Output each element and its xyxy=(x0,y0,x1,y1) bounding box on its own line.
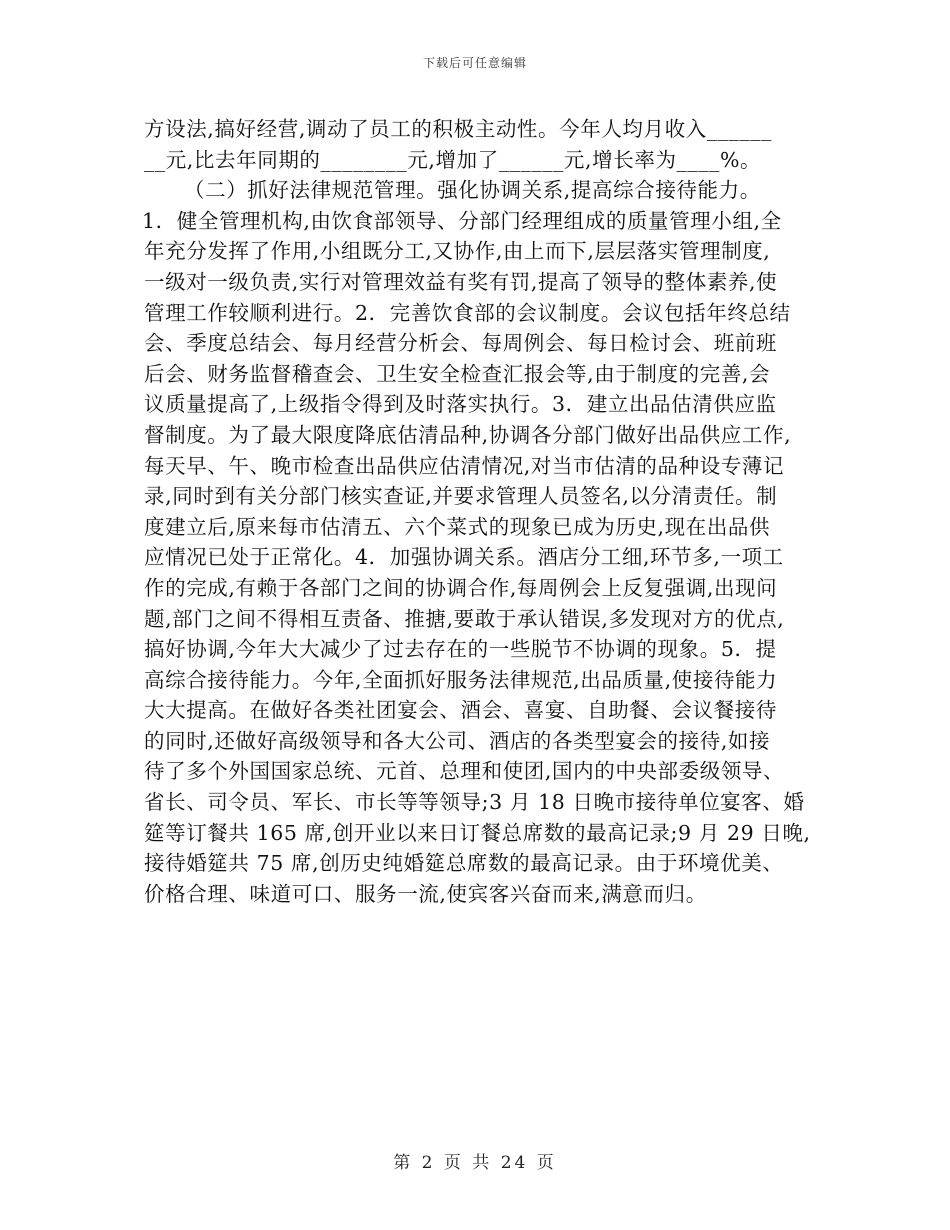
text-line: 方设法,搞好经营,调动了员工的积极主动性。今年人均月收入______ xyxy=(144,117,772,141)
text-line: 作的完成,有赖于各部门之间的协调合作,每周例会上反复强调,出现问 xyxy=(144,575,778,600)
text-line: 高综合接待能力。今年,全面抓好服务法律规范,出品质量,使接待能力 xyxy=(144,667,778,692)
text-line: 1．健全管理机构,由饮食部领导、分部门经理组成的质量管理小组,全 xyxy=(142,208,782,233)
text-line: 录,同时到有关分部门核实查证,并要求管理人员签名,以分清责任。制 xyxy=(144,484,778,509)
text-line: 督制度。为了最大限度降底估清品种,协调各分部门做好出品供应工作, xyxy=(144,422,792,447)
section-heading: （二）抓好法律规范管理。强化协调关系,提高综合接待能力。 xyxy=(184,178,761,203)
text-line: 待了多个外国国家总统、元首、总理和使团,国内的中央部委级领导、 xyxy=(144,759,785,784)
body-text xyxy=(144,114,812,909)
text-line: __元,比去年同期的________元,增加了______元,增长率为____%。 xyxy=(144,147,762,172)
text-line: 搞好协调,今年大大减少了过去存在的一些脱节不协调的现象。5．提 xyxy=(144,637,777,662)
page-header: 下载后可任意编辑 xyxy=(422,56,527,70)
text-line: 一级对一级负责,实行对管理效益有奖有罚,提高了领导的整体素养,使 xyxy=(144,269,778,294)
text-line: 价格合理、味道可口、服务一流,使宾客兴奋而来,满意而归。 xyxy=(144,881,707,906)
text-line: 度建立后,原来每市估清五、六个菜式的现象已成为历史,现在出品供 xyxy=(144,514,771,539)
text-line: 接待婚筵共 75 席,创历史纯婚筵总席数的最高记录。由于环境优美、 xyxy=(144,851,784,876)
text-line: 管理工作较顺利进行。2．完善饮食部的会议制度。会议包括年终总结 xyxy=(144,300,791,325)
text-line: 的同时,还做好高级领导和各大公司、酒店的各类型宴会的接待,如接 xyxy=(144,728,771,753)
page-footer: 第 2 页 共 24 页 xyxy=(393,1153,557,1173)
text-line: 每天早、午、晚市检查出品供应估清情况,对当市估清的品种设专薄记 xyxy=(144,453,785,478)
text-line: 筵等订餐共 165 席,创开业以来日订餐总席数的最高记录;9 月 29 日晚, xyxy=(144,820,811,845)
text-line: 题,部门之间不得相互责备、推搪,要敢于承认错误,多发现对方的优点, xyxy=(144,606,785,631)
text-line: 后会、财务监督稽查会、卫生安全检查汇报会等,由于制度的完善,会 xyxy=(144,361,771,386)
text-line: 省长、司令员、军长、市长等等领导;3 月 18 日晚市接待单位宴客、婚 xyxy=(144,790,805,815)
text-line: 年充分发挥了作用,小组既分工,又协作,由上而下,层层落实管理制度, xyxy=(144,239,771,264)
text-line: 会、季度总结会、每月经营分析会、每周例会、每日检讨会、班前班 xyxy=(144,331,777,356)
text-line: 应情况已处于正常化。4．加强协调关系。酒店分工细,环节多,一项工 xyxy=(144,545,784,570)
text-line: 议质量提高了,上级指令得到及时落实执行。3．建立出品估清供应监 xyxy=(144,392,777,417)
text-line: 大大提高。在做好各类社团宴会、酒会、喜宴、自助餐、会议餐接待 xyxy=(144,698,777,723)
